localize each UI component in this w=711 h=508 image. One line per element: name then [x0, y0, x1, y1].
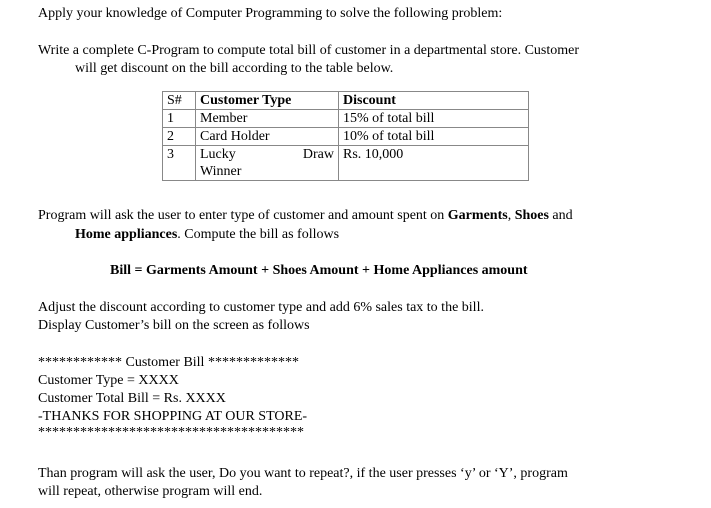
table-row	[163, 146, 529, 181]
row-3-type-lucky: Lucky	[200, 147, 236, 162]
adjust-line-2: Display Customer’s bill on the screen as follows	[38, 318, 310, 333]
bill-header-stars-left: ************	[38, 355, 122, 370]
header-sn: S#	[163, 92, 196, 110]
bill-header	[38, 354, 299, 371]
bill-formula: Bill = Garments Amount + Shoes Amount + Home Appliances amount	[110, 263, 528, 278]
program-sep: ,	[507, 208, 515, 223]
discount-table	[162, 91, 529, 181]
bill-customer-total: Customer Total Bill = Rs. XXXX	[38, 391, 226, 406]
table-row	[163, 128, 529, 146]
bill-footer-stars: **************************************	[38, 425, 304, 440]
bill-customer-type: Customer Type = XXXX	[38, 373, 179, 388]
bill-header-stars-right: *************	[207, 355, 299, 370]
home-appliances-term: Home appliances	[75, 227, 178, 242]
table-row	[163, 110, 529, 128]
row-2-discount: 10% of total bill	[339, 128, 529, 146]
program-line-1	[38, 207, 573, 224]
row-1-sn: 1	[163, 110, 196, 128]
repeat-line-2: will repeat, otherwise program will end.	[38, 484, 263, 499]
bill-header-title: Customer Bill	[122, 355, 208, 370]
row-3-type	[196, 146, 339, 181]
program-line-1-text: Program will ask the user to enter type of customer and amount spent on	[38, 208, 448, 223]
table-header-row	[163, 92, 529, 110]
shoes-term: Shoes	[514, 208, 549, 223]
repeat-line-1: Than program will ask the user, Do you want to repeat?, if the user presses ‘y’ or ‘Y’, program	[38, 466, 568, 481]
program-and: and	[548, 208, 573, 223]
row-3-type-draw: Draw	[302, 147, 334, 162]
task-line-1: Write a complete C-Program to compute total bill of customer in a departmental store. Customer	[38, 43, 580, 58]
garments-term: Garments	[447, 208, 508, 223]
adjust-line-1: Adjust the discount according to customer type and add 6% sales tax to the bill.	[38, 300, 484, 315]
row-2-type: Card Holder	[196, 128, 339, 146]
header-discount: Discount	[339, 92, 529, 110]
header-customer-type: Customer Type	[196, 92, 339, 110]
row-2-sn: 2	[163, 128, 196, 146]
bill-thanks: -THANKS FOR SHOPPING AT OUR STORE-	[38, 409, 308, 424]
program-line-2-text: . Compute the bill as follows	[177, 227, 340, 242]
task-line-2: will get discount on the bill according to the table below.	[75, 61, 394, 76]
row-1-type: Member	[196, 110, 339, 128]
row-1-discount: 15% of total bill	[339, 110, 529, 128]
program-line-2	[75, 226, 339, 243]
row-3-discount: Rs. 10,000	[339, 146, 529, 181]
row-3-type-winner: Winner	[200, 164, 242, 179]
intro-text: Apply your knowledge of Computer Programming to solve the following problem:	[38, 6, 503, 21]
row-3-sn: 3	[163, 146, 196, 181]
